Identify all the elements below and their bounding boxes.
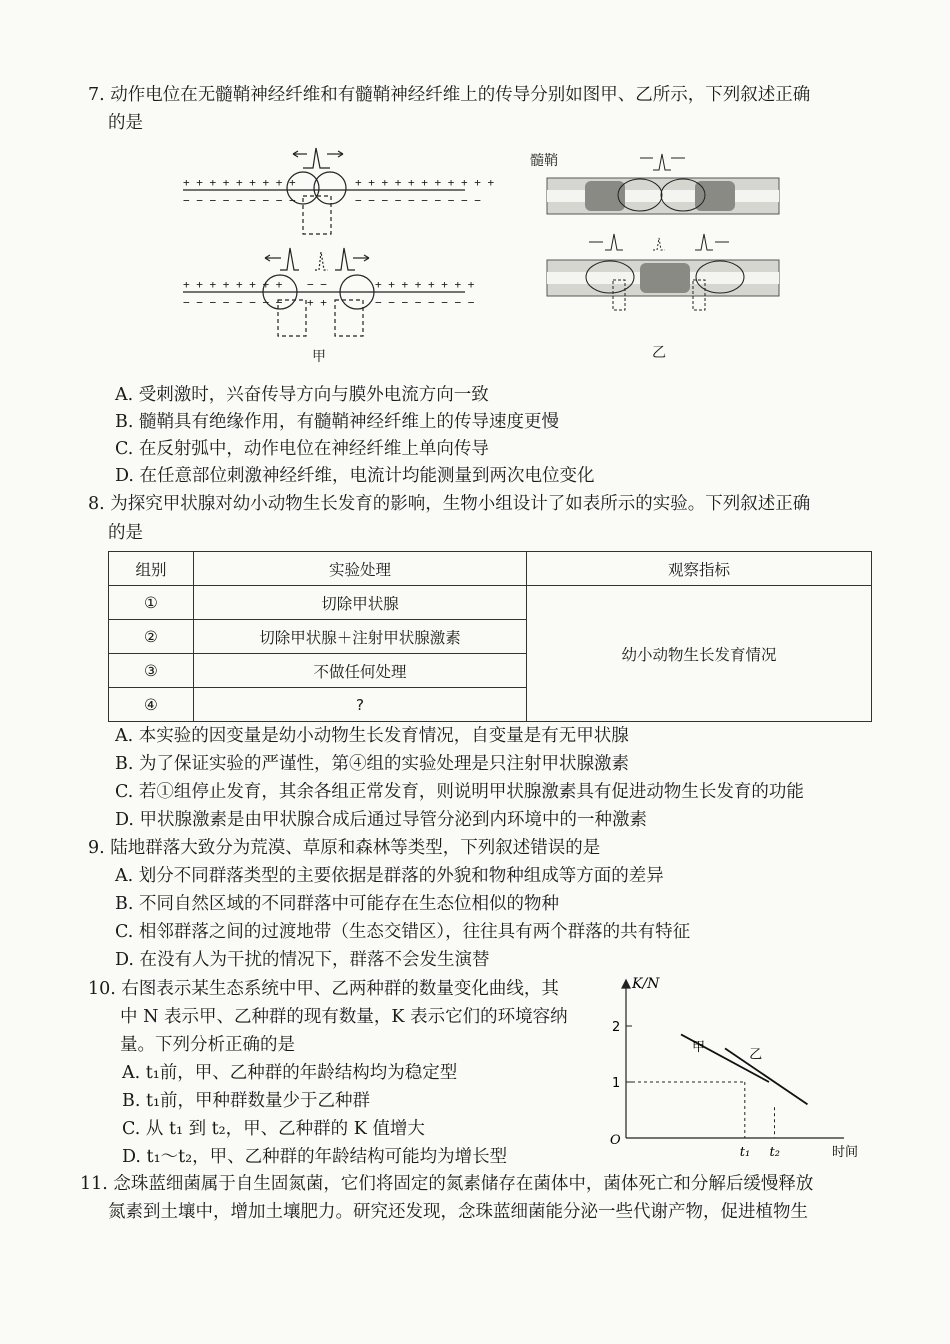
treatment-cell: 不做任何处理 <box>194 654 527 688</box>
kn-chart <box>600 972 880 1168</box>
indicator-cell: 幼小动物生长发育情况 <box>527 586 872 722</box>
svg-text:− − − − − − − − − −: − − − − − − − − − − <box>355 194 481 207</box>
q9-stem: 9. 陆地群落大致分为荒漠、草原和森林等类型，下列叙述错误的是 <box>88 838 601 858</box>
x-tick-label: t₂ <box>769 1145 780 1160</box>
series-label-1: 甲 <box>692 1040 706 1056</box>
q8-stem-line2: 的是 <box>108 523 143 543</box>
svg-text:− − − − − − − −: − − − − − − − − <box>375 296 475 309</box>
q7-stem-line2: 的是 <box>108 113 143 133</box>
svg-text:+ + + + + + + + + + +: + + + + + + + + + + + <box>355 176 495 189</box>
svg-text:− − − − − − − − −: − − − − − − − − − <box>183 194 296 207</box>
header-indicator: 观察指标 <box>527 552 872 586</box>
group-cell: ④ <box>109 688 194 722</box>
q10-stem-line3: 量。下列分析正确的是 <box>120 1035 295 1055</box>
q10-stem-line1: 10. 右图表示某生态系统中甲、乙两种群的数量变化曲线，其 <box>88 979 559 999</box>
q10-option-c: C. 从 t₁ 到 t₂，甲、乙种群的 K 值增大 <box>122 1119 425 1139</box>
q8-stem-line1: 8. 为探究甲状腺对幼小动物生长发育的影响，生物小组设计了如表所示的实验。下列叙述正确 <box>88 494 811 514</box>
y-tick-label: 1 <box>612 1076 621 1091</box>
y-axis-label: K/N <box>632 976 660 992</box>
myelin-label: 髓鞘 <box>530 153 558 169</box>
figure-yi <box>545 150 785 320</box>
svg-text:+ +: + + <box>307 296 327 309</box>
fig-jia-label: 甲 <box>312 349 326 365</box>
q7-stem-line1: 7. 动作电位在无髓鞘神经纤维和有髓鞘神经纤维上的传导分别如图甲、乙所示，下列叙述正确 <box>88 85 811 105</box>
q7-option-d: D. 在任意部位刺激神经纤维，电流计均能测量到两次电位变化 <box>115 466 595 486</box>
q10-option-d: D. t₁～t₂，甲、乙种群的年龄结构可能均为增长型 <box>122 1147 508 1167</box>
q7-option-c: C. 在反射弧中，动作电位在神经纤维上单向传导 <box>115 439 489 459</box>
svg-text:− − − − − − − −: − − − − − − − − <box>183 296 283 309</box>
q10-option-a: A. t₁前，甲、乙种群的年龄结构均为稳定型 <box>122 1063 458 1083</box>
group-cell: ③ <box>109 654 194 688</box>
q8-option-b: B. 为了保证实验的严谨性，第④组的实验处理是只注射甲状腺激素 <box>115 754 629 774</box>
header-treatment: 实验处理 <box>194 552 527 586</box>
svg-text:+ + + + + + + +: + + + + + + + + <box>375 278 475 291</box>
q8-option-a: A. 本实验的因变量是幼小动物生长发育情况，自变量是有无甲状腺 <box>115 726 629 746</box>
series-line-2 <box>725 1048 808 1104</box>
treatment-cell: ? <box>194 688 527 722</box>
y-tick-label: 2 <box>612 1020 621 1035</box>
table-header-row <box>109 552 872 586</box>
svg-text:− −: − − <box>307 278 327 291</box>
q9-option-d: D. 在没有人为干扰的情况下，群落不会发生演替 <box>115 950 490 970</box>
figure-jia <box>175 140 495 370</box>
treatment-cell: 切除甲状腺＋注射甲状腺激素 <box>194 620 527 654</box>
q10-stem-line2: 中 N 表示甲、乙种群的现有数量，K 表示它们的环境容纳 <box>120 1007 568 1027</box>
q7-option-a: A. 受刺激时，兴奋传导方向与膜外电流方向一致 <box>115 385 489 405</box>
q8-option-d: D. 甲状腺激素是由甲状腺合成后通过导管分泌到内环境中的一种激素 <box>115 810 648 830</box>
origin-label: O <box>610 1133 621 1148</box>
q11-line2: 氮素到土壤中，增加土壤肥力。研究还发现，念珠蓝细菌能分泌一些代谢产物，促进植物生 <box>108 1202 808 1222</box>
q10-option-b: B. t₁前，甲种群数量少于乙种群 <box>122 1091 371 1111</box>
treatment-cell: 切除甲状腺 <box>194 586 527 620</box>
y-axis-arrow <box>622 980 630 988</box>
x-axis-label: 时间 <box>832 1145 859 1160</box>
x-tick-label: t₁ <box>739 1145 751 1160</box>
svg-text:+ + + + + + + + +: + + + + + + + + + <box>183 176 296 189</box>
experiment-table <box>108 551 872 722</box>
q7-option-b: B. 髓鞘具有绝缘作用，有髓鞘神经纤维上的传导速度更慢 <box>115 412 559 432</box>
group-cell: ② <box>109 620 194 654</box>
q9-option-c: C. 相邻群落之间的过渡地带（生态交错区），往往具有两个群落的共有特征 <box>115 922 691 942</box>
q9-option-a: A. 划分不同群落类型的主要依据是群落的外貌和物种组成等方面的差异 <box>115 866 664 886</box>
fig-yi-label: 乙 <box>652 345 666 361</box>
table-row <box>109 586 872 620</box>
header-group: 组别 <box>109 552 194 586</box>
q8-option-c: C. 若①组停止发育，其余各组正常发育，则说明甲状腺激素具有促进动物生长发育的功能 <box>115 782 804 802</box>
q9-option-b: B. 不同自然区域的不同群落中可能存在生态位相似的物种 <box>115 894 559 914</box>
group-cell: ① <box>109 586 194 620</box>
q11-line1: 11. 念珠蓝细菌属于自生固氮菌，它们将固定的氮素储存在菌体中，菌体死亡和分解后缓慢释放 <box>80 1174 814 1194</box>
series-label-2: 乙 <box>749 1047 763 1063</box>
svg-text:+ + + + + + + +: + + + + + + + + <box>183 278 283 291</box>
